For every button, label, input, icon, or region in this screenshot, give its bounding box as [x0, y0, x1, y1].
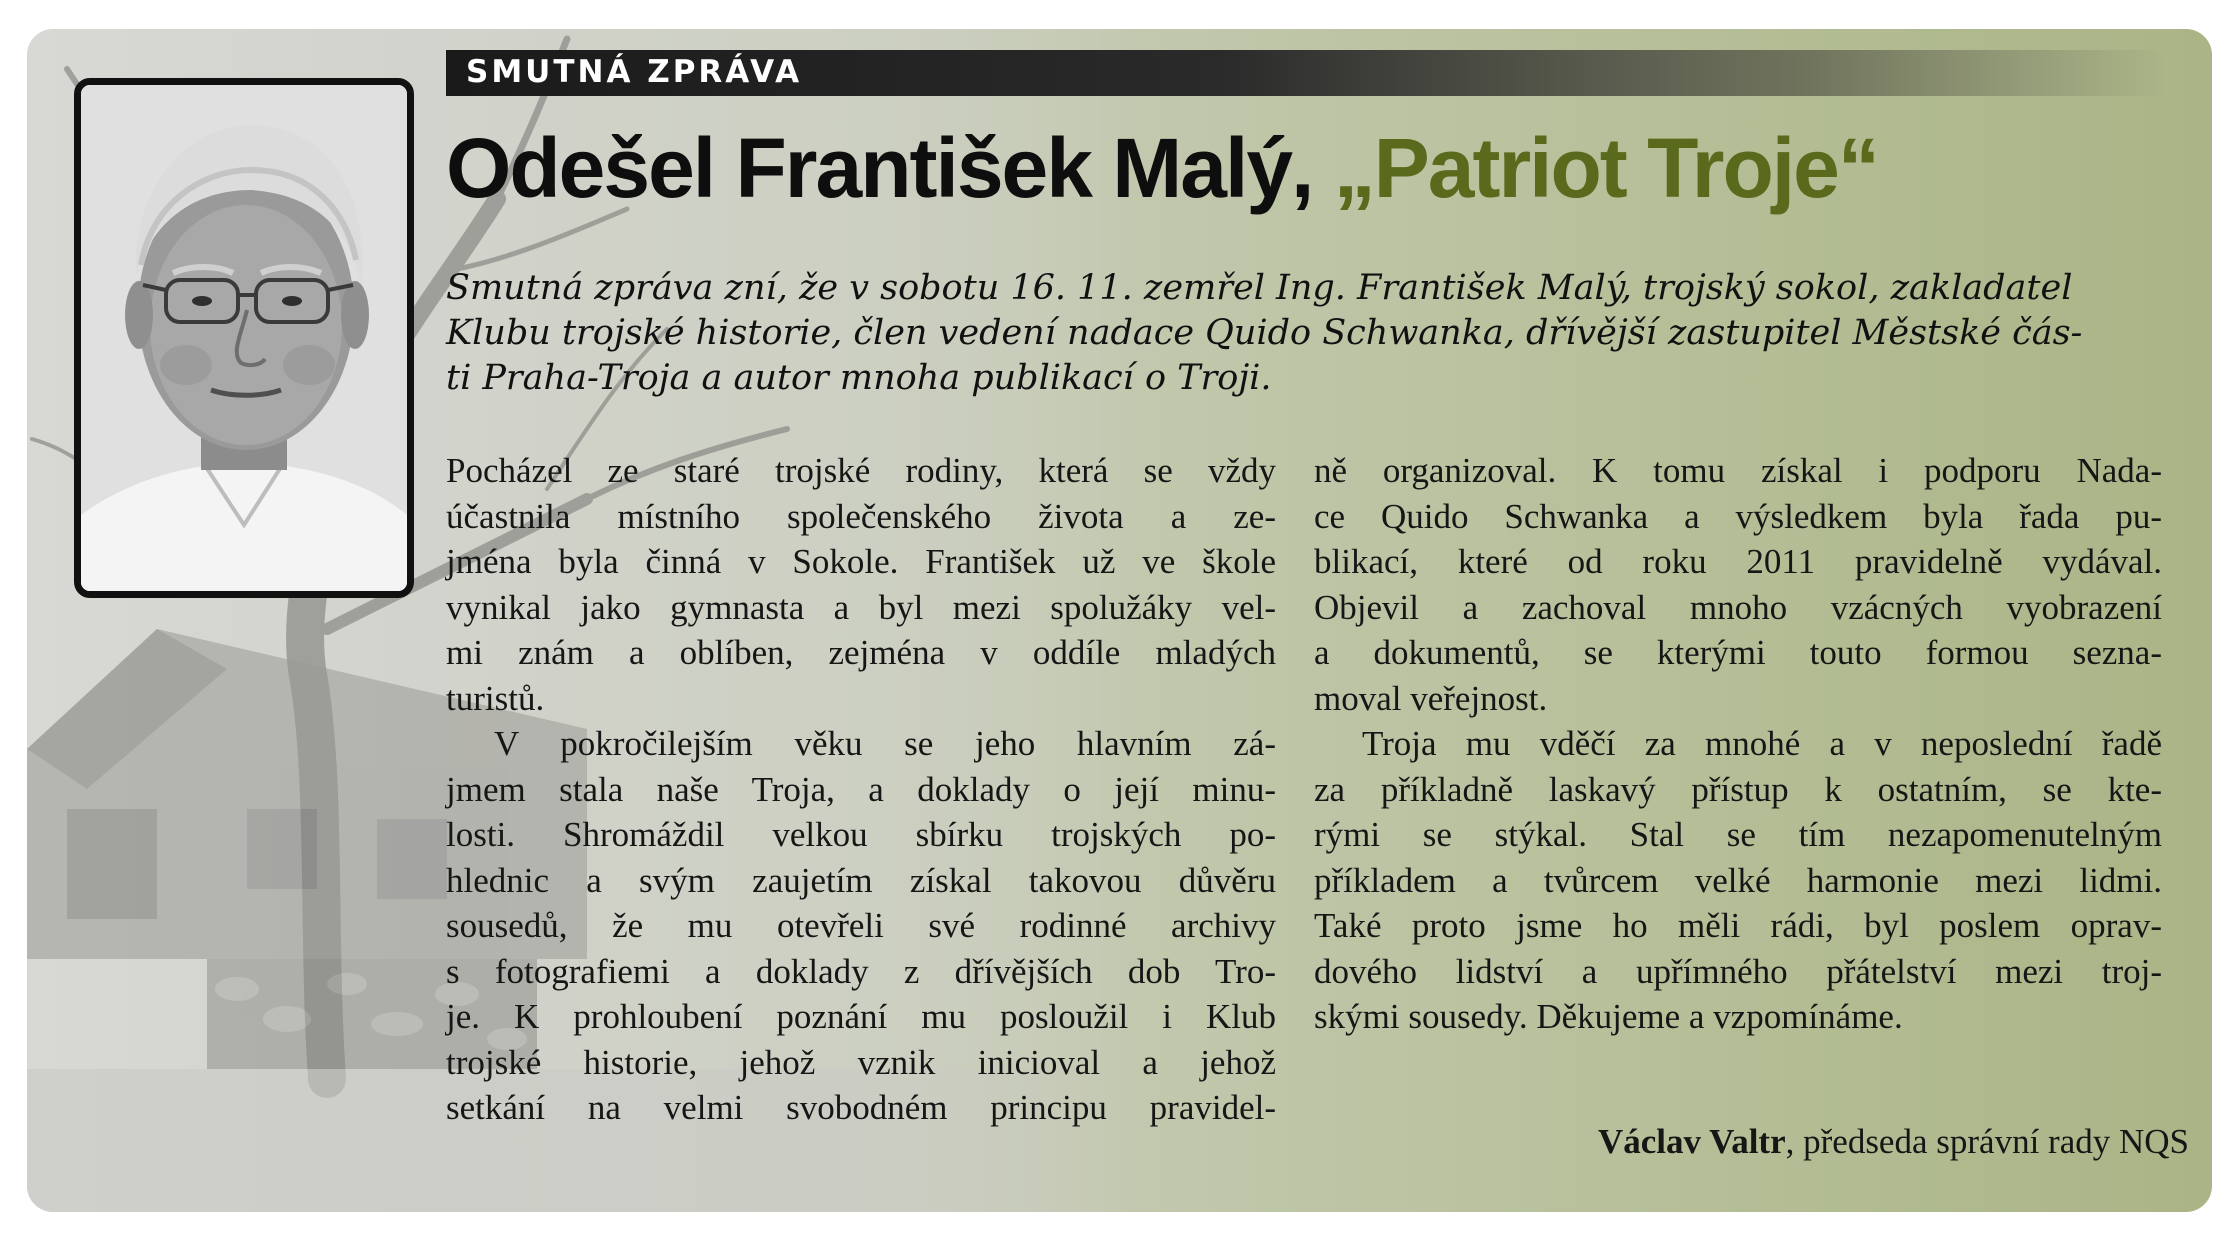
headline	[446, 118, 1878, 218]
body-line: s fotografiemi a doklady z dřívějších dob Tro-	[446, 951, 1276, 991]
body-line: ce Quido Schwanka a výsledkem byla řada pu-	[1314, 496, 2162, 536]
body-line: blikací, které od roku 2011 pravidelně vydával.	[1314, 542, 2162, 581]
section-kicker-label: SMUTNÁ ZPRÁVA	[466, 54, 803, 90]
body-line: je. K prohloubení poznání mu posloužil i Klub	[446, 997, 1276, 1036]
body-line: ně organizoval. K tomu získal i podporu Nada-	[1314, 451, 2162, 490]
body-line: skými sousedy. Děkujeme a vzpomínáme.	[1314, 997, 1903, 1036]
body-column-left	[446, 448, 1276, 1131]
signature-name: Václav Valtr	[1597, 1122, 1786, 1161]
lead-line: Smutná zpráva zní, že v sobotu 16. 11. zemřel Ing. František Malý, trojský sokol, zakladatel	[446, 268, 2073, 308]
section-kicker-bar	[446, 50, 2166, 96]
signature	[1598, 1122, 2189, 1162]
body-line: hlednic a svým zaujetím získal takovou důvěru	[446, 860, 1276, 900]
body-line: Pocházel ze staré trojské rodiny, která se vždy	[446, 451, 1276, 490]
body-line: jména byla činná v Sokole. František už ve škole	[446, 542, 1276, 581]
body-line: jmem stala naše Troja, a doklady o její minu-	[446, 769, 1276, 809]
body-line: vynikal jako gymnasta a byl mezi spolužáky vel-	[446, 587, 1276, 627]
headline-main: Odešel František Malý,	[446, 121, 1334, 215]
lead-paragraph	[446, 266, 2146, 401]
body-line: Objevil a zachoval mnoho vzácných vyobrazení	[1314, 587, 2162, 627]
portrait-photo	[74, 78, 414, 598]
headline-accent: „Patriot Troje“	[1333, 121, 1878, 215]
body-column-right	[1314, 448, 2162, 1040]
body-line: Troja mu vděčí za mnohé a v neposlední řadě	[1362, 724, 2162, 763]
body-line: dového lidství a upřímného přátelství mezi troj-	[1314, 951, 2162, 991]
body-line: za příkladně laskavý přístup k ostatním, se kte-	[1314, 769, 2162, 809]
body-line: V pokročilejším věku se jeho hlavním zá-	[494, 724, 1276, 763]
lead-line: ti Praha-Troja a autor mnoha publikací o Troji.	[446, 358, 1272, 398]
body-line: mi znám a oblíben, zejména v oddíle mladých	[446, 633, 1276, 672]
body-line: sousedů, že mu otevřeli své rodinné archivy	[446, 906, 1276, 945]
body-line: příkladem a tvůrcem velké harmonie mezi lidmi.	[1314, 860, 2162, 900]
body-line: losti. Shromáždil velkou sbírku trojských po-	[446, 815, 1276, 854]
body-line: rými se stýkal. Stal se tím nezapomenutelným	[1314, 815, 2162, 854]
body-line: setkání na velmi svobodném principu pravidel-	[446, 1088, 1276, 1127]
body-line: trojské historie, jehož vznik inicioval a jehož	[446, 1042, 1276, 1082]
body-line: moval veřejnost.	[1314, 678, 1548, 718]
body-line: účastnila místního společenského života a ze-	[446, 496, 1276, 536]
lead-line: Klubu trojské historie, člen vedení nadace Quido Schwanka, dřívější zastupitel Městské čás-	[446, 313, 2083, 353]
signature-role: , předseda správní rady NQS	[1785, 1122, 2189, 1161]
body-line: turistů.	[446, 678, 545, 718]
body-line: Také proto jsme ho měli rádi, byl poslem oprav-	[1314, 906, 2162, 945]
body-line: a dokumentů, se kterými touto formou sezna-	[1314, 633, 2162, 672]
